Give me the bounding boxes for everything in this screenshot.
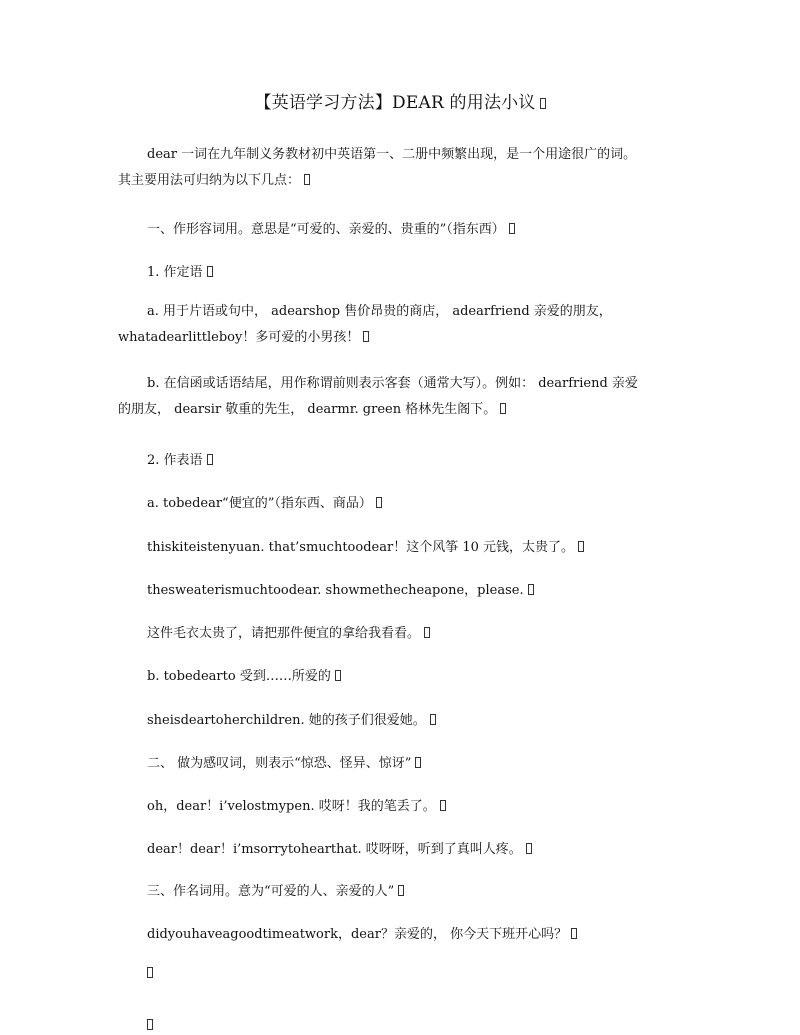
section-1-1b-line-2: 的朋友， dearsir 敬重的先生， dearmr. green 格林先生阁下。	[118, 397, 678, 423]
example-7: didyouhaveagoodtimeatwork，dear？亲爱的， 你今天下班开心吗？	[147, 923, 577, 942]
paragraph-mark-icon	[335, 670, 341, 681]
empty-paragraph	[147, 966, 153, 981]
paragraph-mark-icon	[207, 454, 213, 465]
paragraph-mark-icon	[509, 223, 515, 234]
example-3: 这件毛衣太贵了，请把那件便宜的拿给我看看。	[147, 622, 430, 641]
paragraph-mark-icon	[540, 98, 546, 109]
paragraph-mark-icon	[578, 541, 584, 552]
section-1-1a-line-1: a. 用于片语或句中， adearshop 售价昂贵的商店， adearfriend 亲爱的朋友，	[147, 304, 612, 319]
paragraph-mark-icon	[304, 174, 310, 185]
section-1-heading: 一、作形容词用。意思是“可爱的、亲爱的、贵重的”（指东西）	[147, 218, 515, 237]
paragraph-mark-icon	[147, 1019, 153, 1030]
paragraph-mark-icon	[424, 627, 430, 638]
section-2-heading: 二、 做为感叹词，则表示“惊恐、怪异、惊讶”	[147, 752, 421, 771]
empty-paragraph	[147, 1018, 153, 1033]
paragraph-mark-icon	[415, 757, 421, 768]
section-1-2b-line: b. tobedearto 受到……所爱的	[147, 665, 341, 684]
example-6: dear！dear！i’msorrytohearthat. 哎呀呀，听到了真叫人疼。	[147, 838, 532, 857]
paragraph-mark-icon	[207, 266, 213, 277]
section-3-heading: 三、作名词用。意为“可爱的人、亲爱的人”	[147, 880, 404, 899]
intro-line-2: 其主要用法可归纳为以下几点：	[118, 168, 678, 194]
intro-paragraph	[118, 142, 678, 194]
section-1-1b-line-1: b. 在信函或话语结尾，用作称谓前则表示客套（通常大写）。例如： dearfriend 亲爱	[147, 376, 638, 391]
paragraph-mark-icon	[398, 885, 404, 896]
section-1-1b-paragraph	[118, 371, 678, 423]
section-1-2-heading: 2. 作表语	[147, 449, 213, 468]
example-5: oh，dear！i’velostmypen. 哎呀！我的笔丢了。	[147, 795, 446, 814]
title-text: 【英语学习方法】DEAR 的用法小议	[254, 93, 536, 113]
paragraph-mark-icon	[500, 403, 506, 414]
section-1-1a-line-2: whatadearlittleboy！多可爱的小男孩！	[118, 325, 678, 351]
example-2: thesweaterismuchtoodear. showmethecheapone，please.	[147, 579, 534, 598]
example-1: thiskiteistenyuan. that’smuchtoodear！这个风筝 10 元钱，太贵了。	[147, 536, 584, 555]
paragraph-mark-icon	[526, 843, 532, 854]
paragraph-mark-icon	[376, 497, 382, 508]
section-1-1a-paragraph	[118, 299, 678, 351]
paragraph-mark-icon	[147, 967, 153, 978]
paragraph-mark-icon	[571, 928, 577, 939]
intro-line-1: dear 一词在九年制义务教材初中英语第一、二册中频繁出现，是一个用途很广的词。	[147, 147, 637, 162]
example-4: sheisdeartoherchildren. 她的孩子们很爱她。	[147, 709, 436, 728]
page-title	[0, 88, 800, 113]
paragraph-mark-icon	[528, 584, 534, 595]
paragraph-mark-icon	[440, 800, 446, 811]
section-1-1-heading: 1. 作定语	[147, 261, 213, 280]
section-1-2a-line: a. tobedear“便宜的”（指东西、商品）	[147, 492, 382, 511]
paragraph-mark-icon	[363, 331, 369, 342]
paragraph-mark-icon	[430, 714, 436, 725]
